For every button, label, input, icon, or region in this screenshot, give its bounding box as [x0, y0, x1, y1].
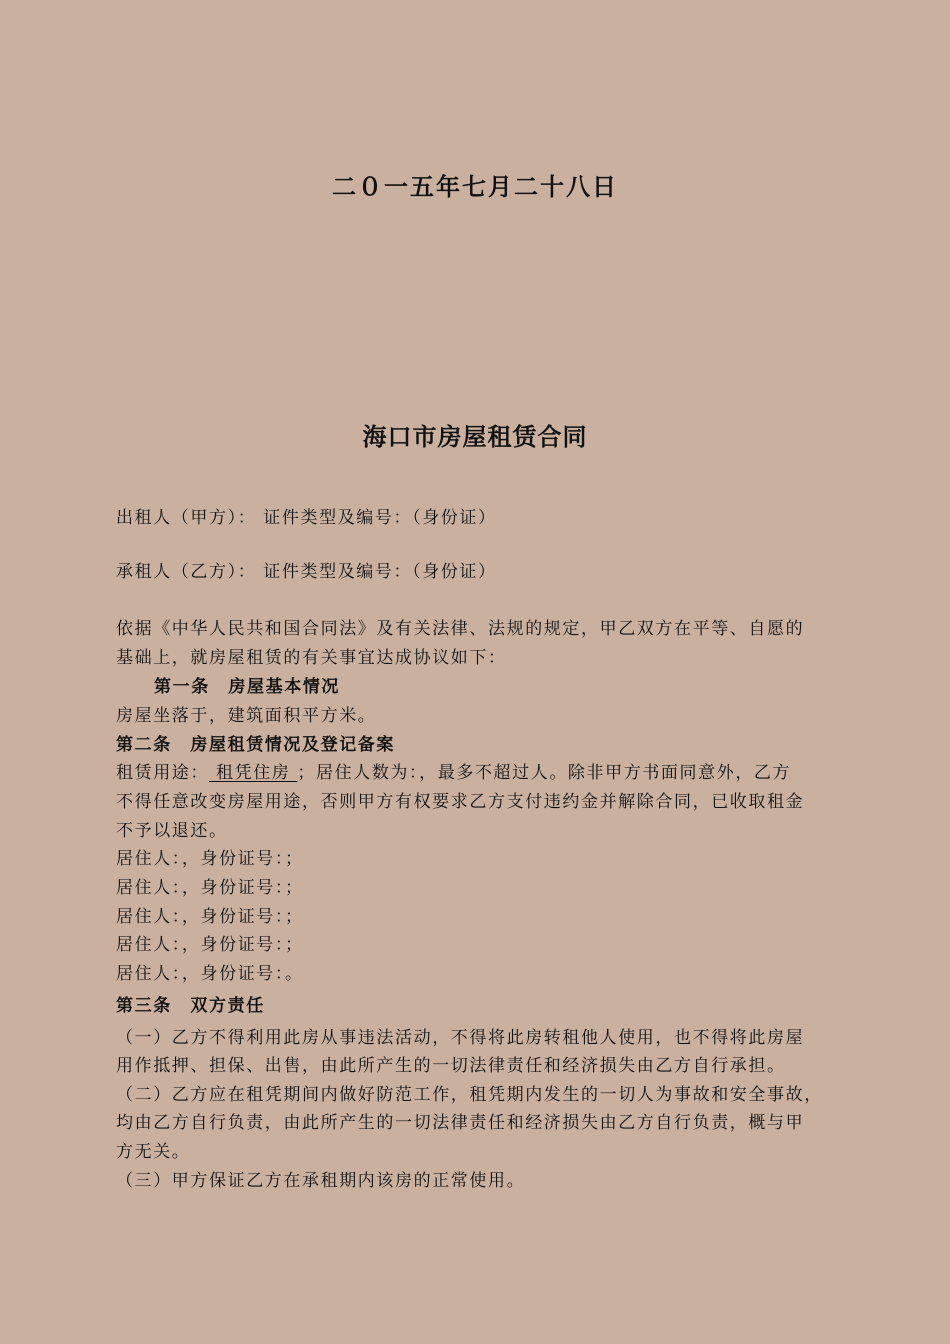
article-1-heading: 第一条 房屋基本情况 [154, 677, 340, 697]
article-3-line: （一）乙方不得利用此房从事违法活动，不得将此房转租他人使用，也不得将此房屋 [116, 1028, 805, 1048]
lessor-line: 出租人（甲方）： 证件类型及编号：（身份证） [116, 508, 497, 528]
resident-line: 居住人：，身份证号：； [116, 849, 304, 869]
lessee-line: 承租人（乙方）： 证件类型及编号：（身份证） [116, 562, 497, 582]
use-label: 租赁用途： [116, 763, 209, 783]
contract-title: 海口市房屋租赁合同 [362, 422, 588, 451]
article-3-line: 方无关。 [116, 1142, 191, 1162]
resident-line: 居住人：，身份证号：； [116, 878, 304, 898]
resident-line: 居住人：，身份证号：。 [116, 964, 304, 984]
article-3-heading: 第三条 双方责任 [116, 996, 265, 1016]
article-3-line: （三）甲方保证乙方在承租期内该房的正常使用。 [116, 1171, 526, 1191]
use-rest: ；居住人数为：，最多不超过人。除非甲方书面同意外，乙方 [297, 763, 792, 783]
article-2-heading: 第二条 房屋租赁情况及登记备案 [116, 735, 395, 755]
article-3-line: 用作抵押、担保、出售，由此所产生的一切法律责任和经济损失由乙方自行承担。 [116, 1056, 786, 1076]
article-3-line: 均由乙方自行负责，由此所产生的一切法律责任和经济损失由乙方自行负责，概与甲 [116, 1113, 805, 1133]
article-1-text: 房屋坐落于，建筑面积平方米。 [116, 706, 377, 726]
article-2-text-2: 不得任意改变房屋用途，否则甲方有权要求乙方支付违约金并解除合同，已收取租金 [116, 792, 805, 812]
article-2-text-3: 不予以退还。 [116, 821, 228, 841]
preamble-line-2: 基础上，就房屋租赁的有关事宜达成协议如下： [116, 648, 507, 668]
cover-date: 二０一五年七月二十八日 [332, 172, 618, 201]
use-value: 租凭住房 [209, 763, 298, 783]
article-2-use-line [116, 759, 836, 788]
resident-line: 居住人：，身份证号：； [116, 907, 304, 927]
resident-line: 居住人：，身份证号：； [116, 935, 304, 955]
preamble-line-1: 依据《中华人民共和国合同法》及有关法律、法规的规定，甲乙双方在平等、自愿的 [116, 619, 805, 639]
article-3-line: （二）乙方应在租凭期间内做好防范工作，租凭期内发生的一切人为事故和安全事故， [116, 1085, 823, 1105]
